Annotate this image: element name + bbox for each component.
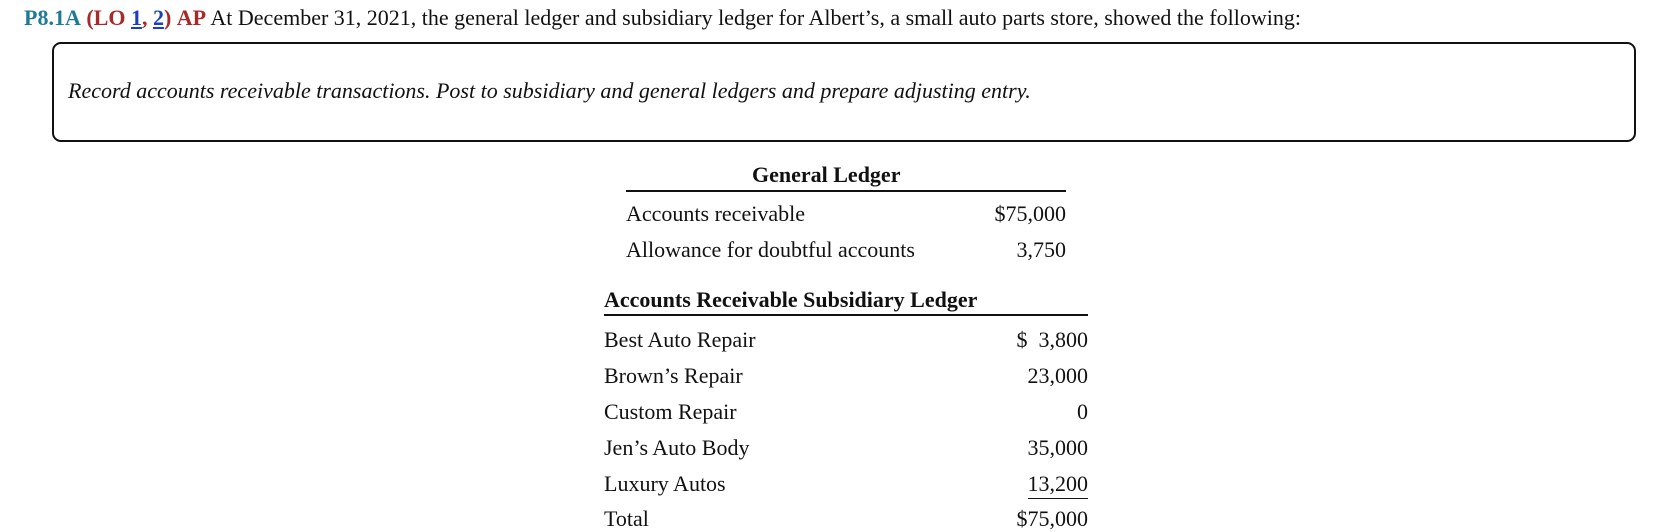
learning-objective-separator: , xyxy=(141,5,148,30)
subsidiary-ledger-title: Accounts Receivable Subsidiary Ledger xyxy=(604,287,978,312)
gl-row-label: Allowance for doubtful accounts xyxy=(626,237,915,262)
subsidiary-ledger-rule xyxy=(604,314,1088,316)
gl-row-value: $75,000 xyxy=(994,201,1066,226)
objective-box xyxy=(52,42,1636,142)
problem-header xyxy=(24,2,1301,34)
problem-id: P8.1A xyxy=(24,5,81,30)
learning-objective-suffix: ) xyxy=(163,5,172,30)
objective-text: Record accounts receivable transactions. Post to subsidiary and general ledgers and prepare adjusting entry. xyxy=(68,78,1031,103)
learning-objective-prefix: (LO xyxy=(86,5,126,30)
sub-ledger-row-label: Luxury Autos xyxy=(604,471,726,496)
problem-tag: AP xyxy=(176,5,207,30)
sub-ledger-row-label: Custom Repair xyxy=(604,399,737,424)
gl-row-value: 3,750 xyxy=(1016,237,1066,262)
sub-ledger-row-label: Best Auto Repair xyxy=(604,327,756,352)
sub-ledger-row-value: 0 xyxy=(1077,399,1088,424)
sub-ledger-total-value: $75,000 xyxy=(1016,506,1088,531)
learning-objective-link-1[interactable]: 1 xyxy=(130,5,142,30)
sub-ledger-row-value: 13,200 xyxy=(1028,471,1089,499)
sub-ledger-total-label: Total xyxy=(604,506,649,531)
general-ledger-rule xyxy=(626,190,1066,192)
gl-row-label: Accounts receivable xyxy=(626,201,805,226)
learning-objective-link-2[interactable]: 2 xyxy=(152,5,164,30)
sub-ledger-row-label: Jen’s Auto Body xyxy=(604,435,750,460)
problem-text: At December 31, 2021, the general ledger and subsidiary ledger for Albert’s, a small auto parts store, showed the following: xyxy=(210,5,1301,30)
sub-ledger-row-value: 23,000 xyxy=(1027,363,1088,388)
sub-ledger-row-value: 35,000 xyxy=(1027,435,1088,460)
sub-ledger-row-value: $ 3,800 xyxy=(1016,327,1088,352)
sub-ledger-row-label: Brown’s Repair xyxy=(604,363,743,388)
general-ledger-title: General Ledger xyxy=(752,162,901,187)
